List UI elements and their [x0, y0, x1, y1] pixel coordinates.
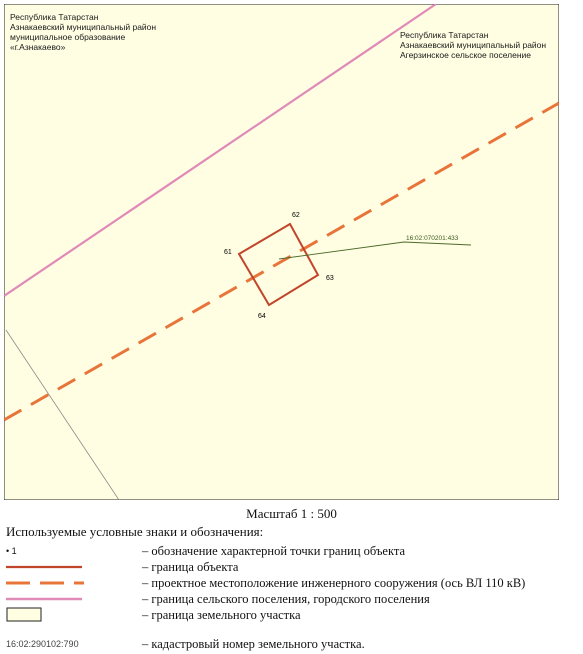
legend-text-object-boundary: – граница объекта: [142, 560, 239, 574]
legend-text-cadastral-number: – кадастровый номер земельного участка.: [142, 637, 365, 651]
map-scale: Масштаб 1 : 500: [246, 506, 337, 521]
legend-row-point: [0, 543, 583, 559]
point-label-63: 63: [326, 275, 334, 282]
cadastral-number-label: 16:02:070201:433: [406, 235, 459, 242]
legend-row-object-boundary: [0, 559, 583, 575]
point-symbol: • 1: [6, 546, 17, 556]
legend-title: Используемые условные знаки и обозначения:: [6, 524, 264, 539]
settlement-boundary-symbol: [6, 591, 84, 607]
object-boundary-symbol: [6, 559, 84, 575]
legend-row-engineering-axis: [0, 575, 583, 591]
legend-text-land-plot: – граница земельного участка: [142, 608, 301, 622]
cadastral-number-example: 16:02:290102:790: [6, 639, 79, 649]
legend-text-engineering-axis: – проектное местоположение инженерного сооружения (ось ВЛ 110 кВ): [142, 576, 526, 590]
right-region-label: Республика Татарстан Азнакаевский муниципальный район Агерзинское сельское поселение: [400, 30, 547, 60]
legend-row-cadastral-number: [0, 636, 583, 652]
cadastral-map: [4, 4, 559, 500]
left-region-label: Республика Татарстан Азнакаевский муниципальный район муниципальное образование «г.Азнакаево»: [10, 12, 157, 52]
map-canvas: [4, 4, 559, 500]
legend-row-settlement-boundary: [0, 591, 583, 607]
right-region-label-box: [400, 30, 558, 70]
point-label-64: 64: [258, 313, 266, 320]
legend-text-point: – обозначение характерной точки границ объекта: [142, 544, 406, 558]
engineering-axis-symbol: [6, 575, 84, 591]
legend-row-land-plot: [0, 607, 583, 623]
land-plot-area: [4, 4, 559, 500]
land-plot-symbol: [6, 607, 84, 623]
left-region-label-box: [10, 12, 210, 62]
point-label-62: 62: [292, 212, 300, 219]
legend-text-settlement-boundary: – граница сельского поселения, городского поселения: [142, 592, 430, 606]
point-label-61: 61: [224, 249, 232, 256]
